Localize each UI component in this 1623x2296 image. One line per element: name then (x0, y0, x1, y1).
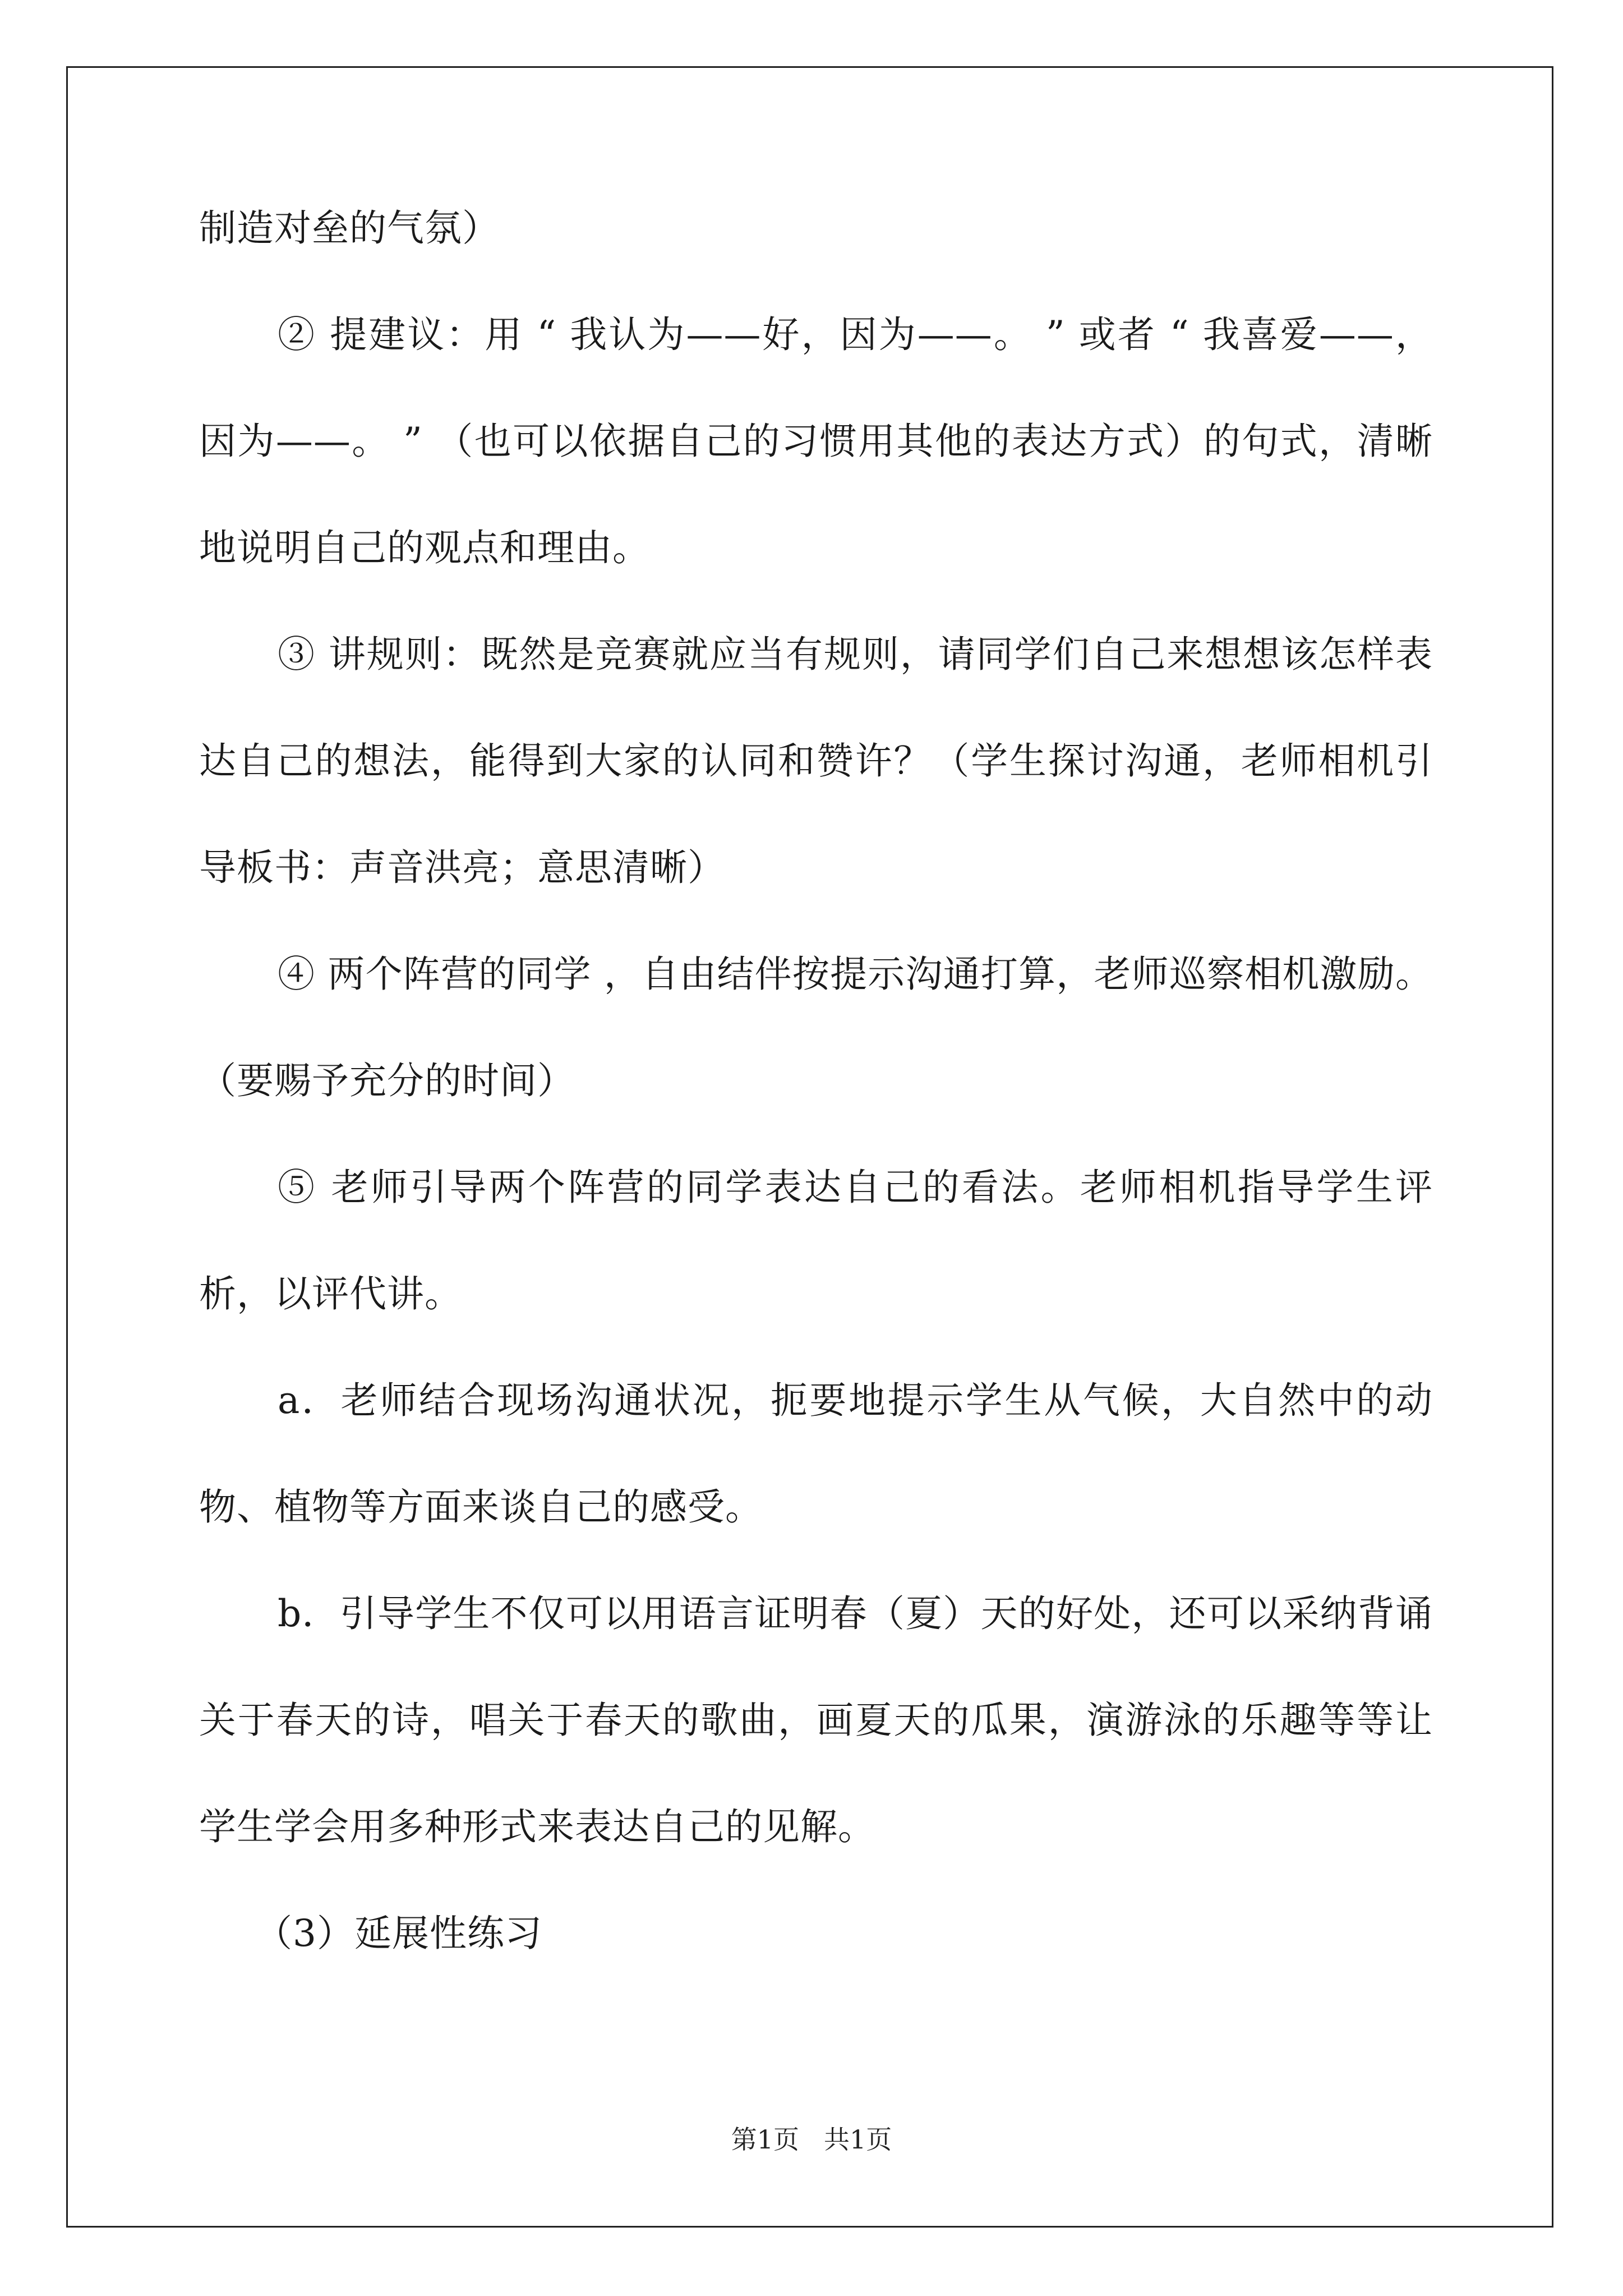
paragraph-guidance: ⑤ 老师引导两个阵营的同学表达自己的看法。老师相机指导学生评析，以评代讲。 (199, 1166, 1433, 1315)
paragraph-rules: ③ 讲规则：既然是竞赛就应当有规则，请同学们自己来想想该怎样表达自己的想法，能得到大家的认同和赞许？（学生探讨沟通，老师相机引导板书：声音洪亮；意思清晰） (199, 633, 1433, 889)
paragraph-item-a: a．老师结合现场沟通状况，扼要地提示学生从气候，大自然中的动物、植物等方面来谈自己的感受。 (199, 1379, 1433, 1529)
document-body (199, 206, 1433, 1987)
paragraph-suggestion: ② 提建议：用 “ 我认为——好，因为——。 ” 或者 “ 我喜爱——，因为——。 ” （也可以依据自己的习惯用其他的表达方式）的句式，清晰地说明自己的观点和理由。 (199, 313, 1433, 569)
paragraph-item-b: b．引导学生不仅可以用语言证明春（夏）天的好处，还可以采纳背诵关于春天的诗，唱关于春天的歌曲，画夏天的瓜果，演游泳的乐趣等等让学生学会用多种形式来表达自己的见解。 (199, 1592, 1433, 1848)
paragraph-continuation: 制造对垒的气氛） (199, 206, 500, 250)
page-footer (0, 2119, 1623, 2156)
page-total: 共1页 (823, 2124, 892, 2155)
page-number: 第1页 (731, 2124, 800, 2155)
section-heading-extension-practice: （3）延展性练习 (255, 1912, 542, 1955)
paragraph-groups: ④ 两个阵营的同学 ，自由结伴按提示沟通打算，老师巡察相机激励。（要赐予充分的时间） (199, 953, 1433, 1102)
